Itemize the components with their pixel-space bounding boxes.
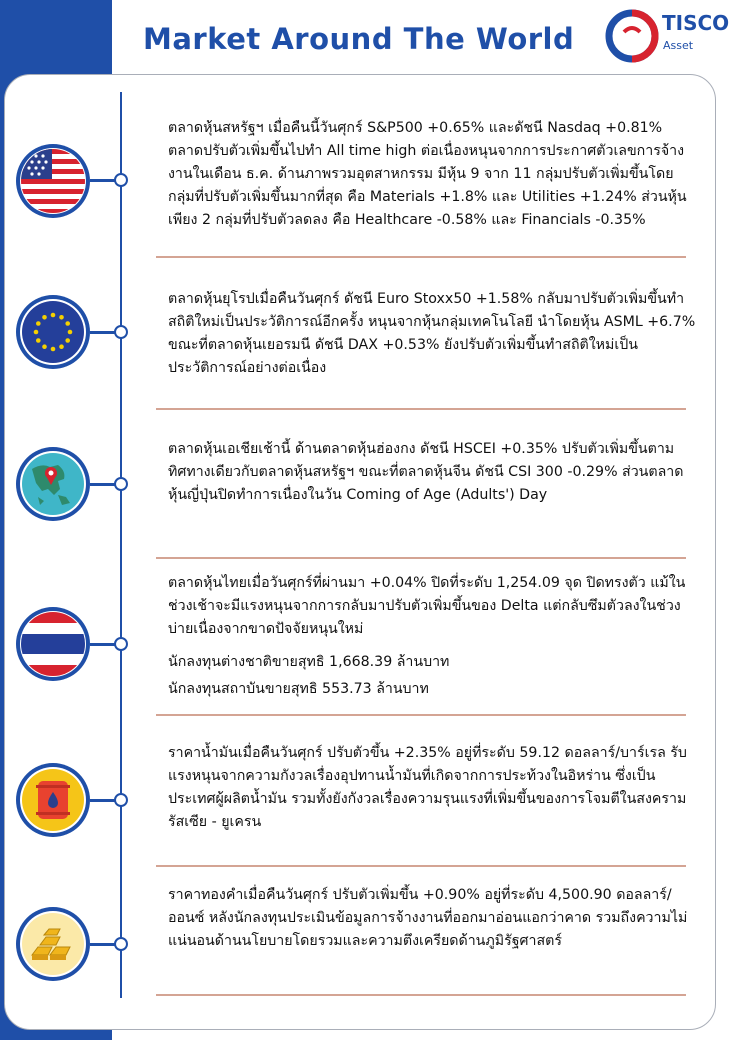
timeline-dot [114, 637, 128, 651]
tisco-logo-icon [606, 10, 658, 62]
divider [156, 994, 686, 996]
gold-bars-icon [14, 905, 92, 983]
logo-name: TISCO [662, 11, 729, 35]
thai-market-text: ตลาดหุ้นไทยเมื่อวันศุกร์ที่ผ่านมา +0.04% ปิดที่ระดับ 1,254.09 จุด ปิดทรงตัว แม้ในช่วงเช้าจะมีแรงหนุนจากการกลับมาปรับตัวเพิ่มขึ้นของ Delta แต่กลับซึมตัวลงในช่วงบ่ายเนื่องจากขาดปัจจัยหนุนใหม่ [168, 575, 686, 637]
oil-price-text: ราคาน้ำมันเมื่อคืนวันศุกร์ ปรับตัวขึ้น +2.35% อยู่ที่ระดับ 59.12 ดอลลาร์/บาร์เรล รับแรงหนุนจากความกังวลเรื่องอุปทานน้ำมันที่เกิดจากการประท้วงในอิหร่าน ซึ่งเป็นประเทศผู้ผลิตน้ำมัน รวมทั้งยังกังวลเรื่องความรุนแรงที่เพิ่มขึ้นของการโจมตีในสงครามรัสเซีย - ยูเครน [168, 745, 687, 830]
divider [156, 256, 686, 258]
timeline-dot [114, 325, 128, 339]
us-market-text: ตลาดหุ้นสหรัฐฯ เมื่อคืนนี้วันศุกร์ S&P500 +0.65% และดัชนี Nasdaq +0.81% ตลาดปรับตัวเพิ่มขึ้นไปทำ All time high ต่อเนื่องหนุนจากการประกาศตัวเลขการจ้างงานในเดือน ธ.ค. ด้านภาพรวมอุตสาหกรรม มีหุ้น 9 จาก 11 กลุ่มปรับตัวเพิ่มขึ้นโดยกลุ่มที่ปรับตัวเพิ่มขึ้นมากที่สุด คือ Materials +1.8% และ Utilities +1.24% ส่วนหุ้นเพียง 2 กลุ่มที่ปรับตัวลดลง คือ Healthcare -0.58% และ Financials -0.35% [168, 120, 687, 228]
divider [156, 865, 686, 867]
foreign-investors-text: นักลงทุนต่างชาติขายสุทธิ 1,668.39 ล้านบาท [168, 654, 450, 670]
timeline-dot [114, 937, 128, 951]
logo-subtitle: Asset [663, 39, 694, 52]
gold-price-text: ราคาทองคำเมื่อคืนวันศุกร์ ปรับตัวเพิ่มขึ้น +0.90% อยู่ที่ระดับ 4,500.90 ดอลลาร์/ออนซ์ หลังนักลงทุนประเมินข้อมูลการจ้างงานที่ออกมาอ่อนแอกว่าคาด รวมถึงความไม่แน่นอนด้านนโยบายโดยรวมและความตึงเครียดด้านภูมิรัฐศาสตร์ [168, 887, 688, 949]
oil-barrel-icon [14, 761, 92, 839]
eu-flag-icon [14, 293, 92, 371]
timeline-line [120, 92, 122, 998]
timeline-dot [114, 173, 128, 187]
eu-market-text: ตลาดหุ้นยุโรปเมื่อคืนวันศุกร์ ดัชนี Euro Stoxx50 +1.58% กลับมาปรับตัวเพิ่มขึ้นทำสถิติใหม่เป็นประวัติการณ์อีกครั้ง หนุนจากหุ้นกลุ่มเทคโนโลยี นำโดยหุ้น ASML +6.7% ขณะที่ตลาดหุ้นเยอรมนี ดัชนี DAX +0.53% ยังปรับตัวเพิ่มขึ้นทำสถิติใหม่เป็นประวัติการณ์อย่างต่อเนื่อง [168, 291, 696, 376]
divider [156, 408, 686, 410]
institutional-investors-text: นักลงทุนสถาบันขายสุทธิ 553.73 ล้านบาท [168, 681, 429, 697]
timeline-dot [114, 477, 128, 491]
timeline-dot [114, 793, 128, 807]
divider [156, 714, 686, 716]
asia-globe-icon [14, 445, 92, 523]
thailand-flag-icon [14, 605, 92, 683]
asia-market-text: ตลาดหุ้นเอเชียเช้านี้ ด้านตลาดหุ้นฮ่องกง ดัชนี HSCEI +0.35% ปรับตัวเพิ่มขึ้นตามทิศทางเดียวกับตลาดหุ้นสหรัฐฯ ขณะที่ตลาดหุ้นจีน ดัชนี CSI 300 -0.29% ส่วนตลาดหุ้นญี่ปุ่นปิดทำการเนื่องในวัน Coming of Age (Adults') Day [168, 441, 684, 503]
usa-flag-icon [14, 142, 92, 220]
page-title: Market Around The World [143, 22, 575, 56]
tisco-logo [606, 6, 729, 62]
divider [156, 557, 686, 559]
